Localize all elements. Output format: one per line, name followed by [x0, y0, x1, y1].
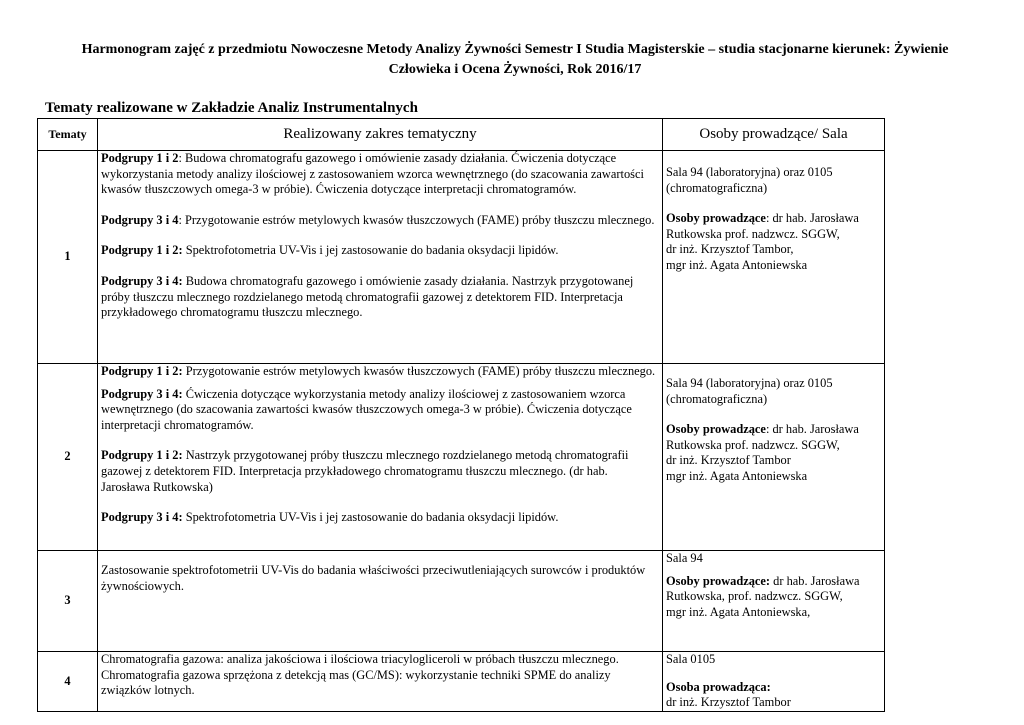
staff-cell — [663, 151, 885, 364]
scope-paragraph: Podgrupy 1 i 2: Spektrofotometria UV-Vis i jej zastosowanie do badania oksydacji lipidów. — [101, 243, 559, 258]
scope-paragraph: Podgrupy 3 i 4: Spektrofotometria UV-Vis i jej zastosowanie do badania oksydacji lipidów. — [101, 510, 559, 525]
topic-number: 4 — [38, 652, 98, 712]
staff-list-label: Osoba prowadząca: — [666, 679, 771, 694]
staff-member: mgr inż. Agata Antoniewska, — [666, 604, 811, 619]
header-scope: Realizowany zakres tematyczny — [98, 119, 663, 151]
staff-cell — [663, 364, 885, 551]
topic-number: 2 — [38, 364, 98, 551]
table-row — [38, 364, 885, 551]
room: Sala 94 — [666, 551, 703, 565]
scope-paragraph: Podgrupy 1 i 2: Przygotowanie estrów metylowych kwasów tłuszczowych (FAME) próby tłuszczu mlecznego. — [101, 364, 656, 378]
staff-member: dr inż. Krzysztof Tambor — [666, 453, 791, 468]
scope-cell — [98, 364, 663, 551]
section-title: Tematy realizowane w Zakładzie Analiz Instrumentalnych — [45, 100, 418, 116]
staff-cell — [663, 652, 885, 712]
table-header-row — [38, 119, 885, 151]
room: Sala 94 (laboratoryjna) oraz 0105 (chromatograficzna) — [666, 165, 833, 195]
header-topic: Tematy — [38, 119, 98, 151]
staff-list: Osoby prowadzące: dr hab. Jarosława Rutkowska, prof. nadzwcz. SGGW, — [666, 573, 860, 604]
scope-paragraph: Chromatografia gazowa sprzężona z detekcją mas (GC/MS): wykorzystanie techniki SPME do analizy związków lotnych. — [101, 667, 611, 698]
topic-number: 1 — [38, 151, 98, 364]
scope-paragraph: Chromatografia gazowa: analiza jakościowa i ilościowa triacylogliceroli w próbach tłuszczu mlecznego. — [101, 652, 619, 666]
staff-list: Osoby prowadzące: dr hab. Jarosława Rutkowska prof. nadzwcz. SGGW, — [666, 211, 859, 241]
scope-paragraph: Podgrupy 3 i 4: Ćwiczenia dotyczące wykorzystania metody analizy ilościowej z zastosowaniem wzorca wewnętrznego (do szacowania zawartości kwasów tłuszczowych omega-3 w próbie). Ćwiczenia dotyczące interpretacji chromatogramów. — [101, 386, 632, 432]
topic-number: 3 — [38, 551, 98, 652]
staff-member: dr inż. Krzysztof Tambor — [666, 695, 791, 710]
scope-paragraph: Podgrupy 3 i 4: Przygotowanie estrów metylowych kwasów tłuszczowych (FAME) próby tłuszczu mlecznego. — [101, 212, 655, 227]
staff-member: mgr inż. Agata Antoniewska — [666, 257, 808, 272]
schedule-table — [37, 118, 885, 712]
room: Sala 0105 — [666, 652, 716, 666]
scope-paragraph: Podgrupy 3 i 4: Budowa chromatografu gazowego i omówienie zasady działania. Nastrzyk przygotowanej próby tłuszczu mlecznego rozdzielanego metodą chromatografii gazowej z detektorem FID. Interpretacja przykładowego chromatogramu tłuszczu mlecznego. — [101, 273, 634, 320]
staff-list: Osoby prowadzące: dr hab. Jarosława Rutkowska prof. nadzwcz. SGGW, — [666, 422, 859, 452]
staff-member: mgr inż. Agata Antoniewska — [666, 468, 808, 483]
scope-paragraph: Podgrupy 1 i 2: Nastrzyk przygotowanej próby tłuszczu mlecznego rozdzielanego metodą chromatografii gazowej z detektorem FID. Interpretacja przykładowego chromatogramu tłuszczu mlecznego. (dr hab. Jarosława Rutkowska) — [101, 448, 629, 494]
scope-paragraph: Zastosowanie spektrofotometrii UV-Vis do badania właściwości przeciwutleniających surowców i produktów żywnościowych. — [101, 563, 646, 593]
table-row — [38, 652, 885, 712]
scope-cell — [98, 551, 663, 652]
header-staff: Osoby prowadzące/ Sala — [663, 119, 885, 151]
scope-cell — [98, 652, 663, 712]
staff-member: dr inż. Krzysztof Tambor, — [666, 242, 794, 257]
title-line-2: Człowieka i Ocena Żywności, Rok 2016/17 — [388, 62, 642, 77]
table-row — [38, 151, 885, 364]
room: Sala 94 (laboratoryjna) oraz 0105 (chromatograficzna) — [666, 376, 833, 406]
table-row — [38, 551, 885, 652]
staff-cell — [663, 551, 885, 652]
title-line-1: Harmonogram zajęć z przedmiotu Nowoczesne Metody Analizy Żywności Semestr I Studia Magisterskie – studia stacjonarne kierunek: Żywienie — [81, 42, 949, 57]
scope-cell — [98, 151, 663, 364]
scope-paragraph: Podgrupy 1 i 2: Budowa chromatografu gazowego i omówienie zasady działania. Ćwiczenia dotyczące wykorzystania metody analizy ilościowej z zastosowaniem wzorca wewnętrznego (do szacowania zawartości kwasów tłuszczowych omega-3 w próbie). Ćwiczenia dotyczące interpretacji chromatogramów. — [101, 151, 644, 197]
document-title — [40, 40, 990, 80]
